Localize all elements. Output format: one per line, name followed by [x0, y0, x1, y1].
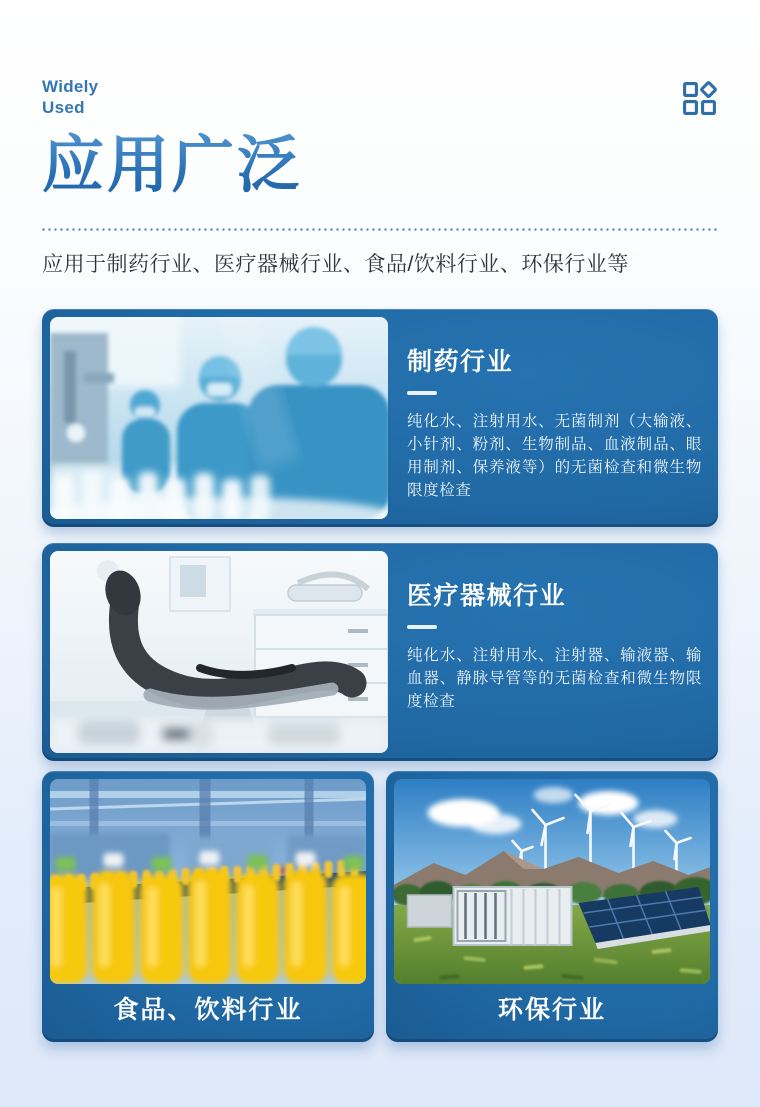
- medical-device-panel: [388, 551, 710, 753]
- title-underline-bar: [407, 391, 437, 395]
- bottom-card-row: [42, 771, 718, 1042]
- page-subtitle: 应用于制药行业、医疗器械行业、食品/饮料行业、环保行业等: [42, 253, 629, 276]
- title-underline-bar: [407, 625, 437, 629]
- header: [42, 0, 718, 118]
- eyebrow-text: [42, 76, 98, 118]
- eyebrow-line-1: Widely: [42, 77, 99, 96]
- page-title: 应用广泛: [42, 131, 718, 198]
- pharma-title: 制药行业: [407, 348, 514, 376]
- pharma-description: 纯化水、注射用水、无菌制剂（大输液、小针剂、粉剂、生物制品、血液制品、眼用制剂、保养液等）的无菌检查和微生物限度检查: [407, 413, 702, 499]
- card-food-beverage: [42, 771, 374, 1042]
- dotted-divider: [42, 228, 718, 231]
- renewable-energy-photo: [394, 779, 710, 984]
- grid-squares-icon: [681, 80, 718, 117]
- pharma-panel: [388, 317, 710, 519]
- medical-device-title: 医疗器械行业: [407, 582, 567, 610]
- dental-chair-photo: [50, 551, 388, 753]
- environmental-caption: 环保行业: [497, 996, 606, 1024]
- food-beverage-caption: 食品、饮料行业: [113, 996, 303, 1024]
- pharmaceutical-cleanroom-photo: [50, 317, 388, 519]
- eyebrow-line-2: Used: [42, 98, 85, 117]
- beverage-bottling-line-photo: [50, 779, 366, 984]
- medical-device-description: 纯化水、注射用水、注射器、输液器、输血器、静脉导管等的无菌检查和微生物限度检查: [407, 647, 702, 710]
- card-environmental: [386, 771, 718, 1042]
- card-medical-device: [42, 543, 718, 761]
- card-pharma: [42, 309, 718, 527]
